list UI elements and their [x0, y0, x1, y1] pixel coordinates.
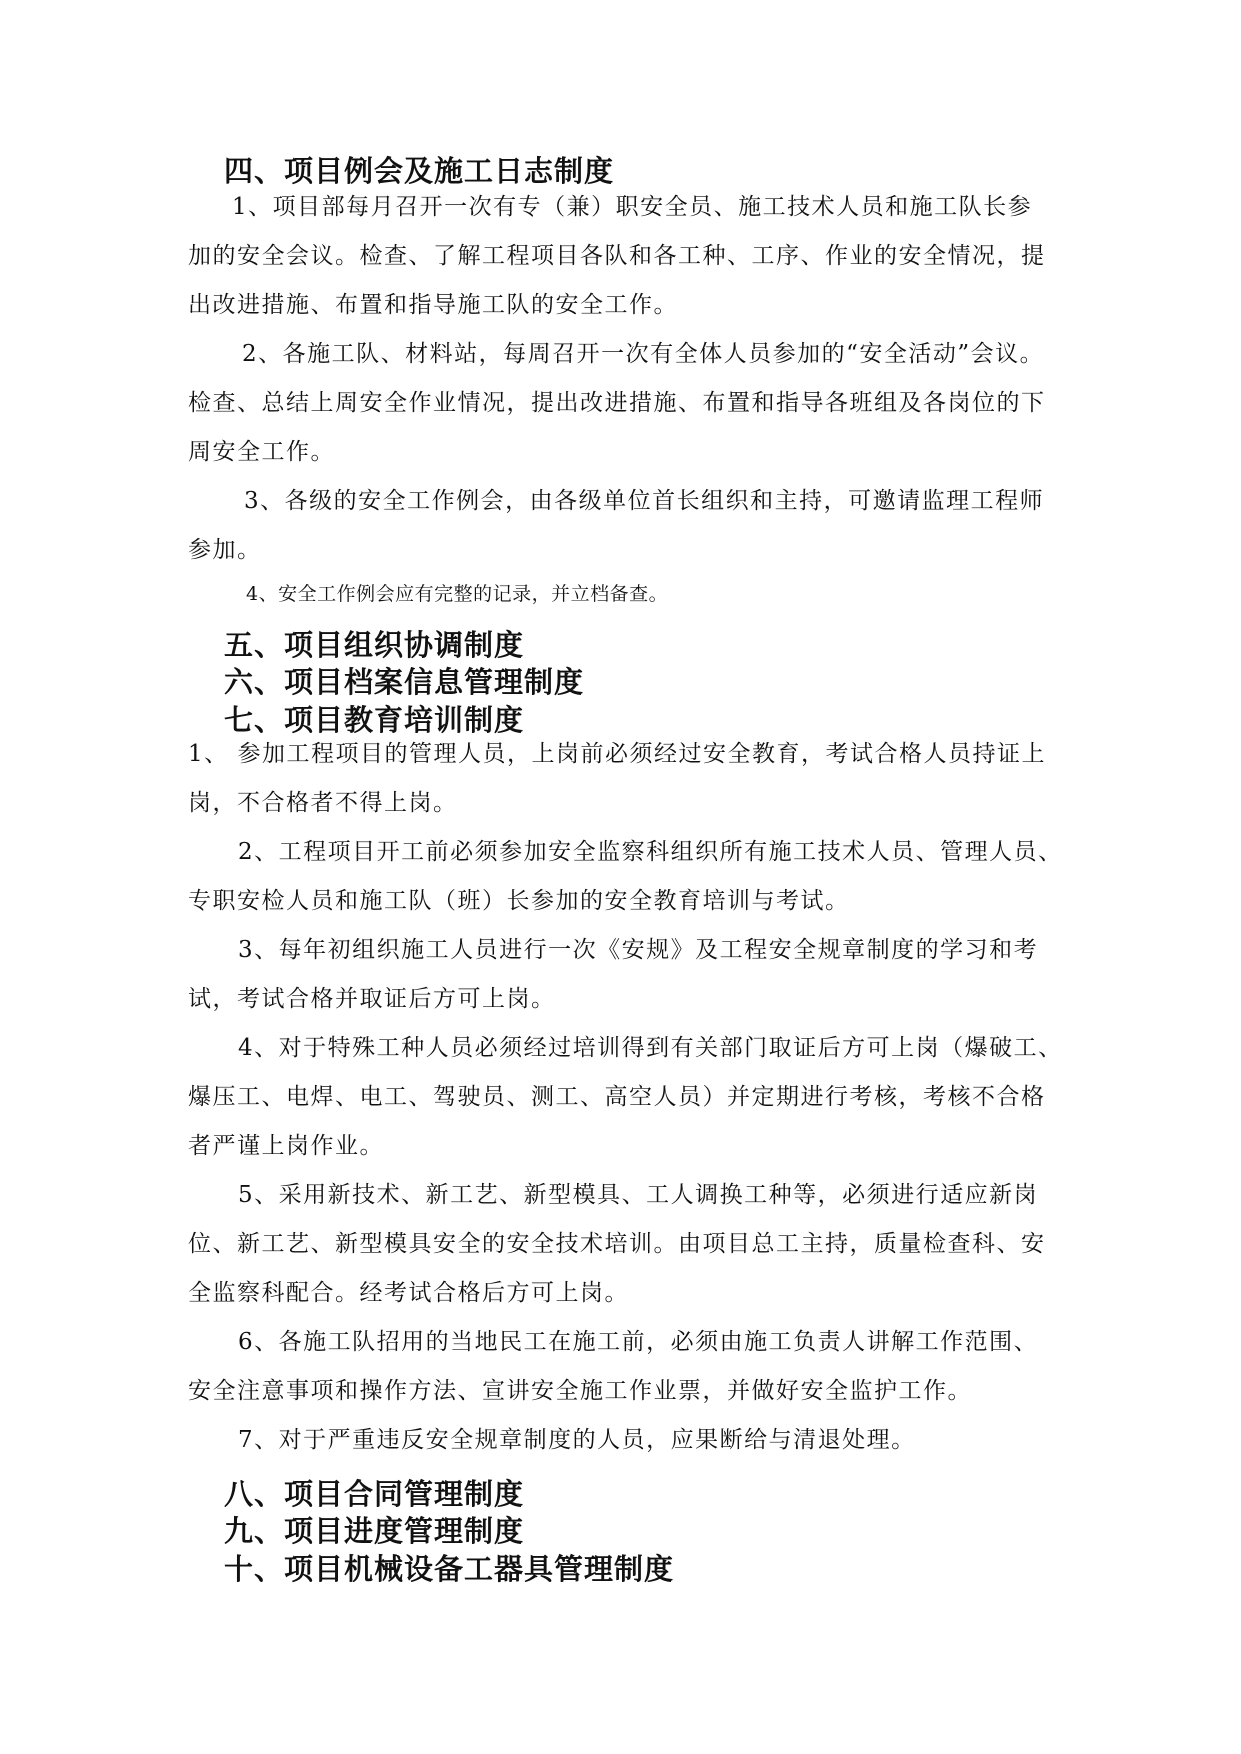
s7-item-5 — [188, 1171, 1068, 1318]
s4-item-3-line-2: 参加。 — [188, 537, 262, 563]
s7-item-1-line-2: 岗，不合格者不得上岗。 — [188, 790, 458, 816]
s7-item-3-line-1: 3、每年初组织施工人员进行一次《安规》及工程安全规章制度的学习和考 — [238, 937, 1039, 963]
s7-item-1 — [188, 730, 1068, 828]
s7-item-1-line-1: 1、 参加工程项目的管理人员，上岗前必须经过安全教育，考试合格人员持证上 — [188, 741, 1046, 767]
s7-item-6 — [188, 1318, 1068, 1416]
s7-item-2-line-1: 2、工程项目开工前必须参加安全监察科组织所有施工技术人员、管理人员、 — [238, 839, 1063, 865]
s7-item-5-line-2: 位、新工艺、新型模具安全的安全技术培训。由项目总工主持，质量检查科、安 — [188, 1231, 1046, 1257]
section-8-heading: 八、项目合同管理制度 — [224, 1477, 525, 1511]
section-4-heading: 四、项目例会及施工日志制度 — [224, 154, 615, 188]
s4-item-1 — [188, 183, 1068, 330]
section-5-heading: 五、项目组织协调制度 — [224, 628, 525, 662]
s7-item-6-line-2: 安全注意事项和操作方法、宣讲安全施工作业票，并做好安全监护工作。 — [188, 1378, 972, 1404]
s7-item-6-line-1: 6、各施工队招用的当地民工在施工前，必须由施工负责人讲解工作范围、 — [238, 1329, 1039, 1355]
s7-item-7-line-1: 7、对于严重违反安全规章制度的人员，应果断给与清退处理。 — [238, 1427, 916, 1453]
s7-item-4-line-3: 者严谨上岗作业。 — [188, 1133, 384, 1159]
s7-item-7 — [188, 1416, 1068, 1465]
s4-item-3 — [188, 477, 1068, 575]
s4-item-4: 4、安全工作例会应有完整的记录，并立档备查。 — [246, 583, 669, 605]
s7-item-4-line-1: 4、对于特殊工种人员必须经过培训得到有关部门取证后方可上岗（爆破工、 — [238, 1035, 1063, 1061]
s7-item-5-line-1: 5、采用新技术、新工艺、新型模具、工人调换工种等，必须进行适应新岗 — [238, 1182, 1039, 1208]
s4-item-1-line-3: 出改进措施、布置和指导施工队的安全工作。 — [188, 292, 678, 318]
s4-item-2-line-1: 2、各施工队、材料站，每周召开一次有全体人员参加的“安全活动”会议。 — [242, 341, 1045, 367]
s4-item-2 — [188, 330, 1068, 477]
s4-item-2-line-3: 周安全工作。 — [188, 439, 335, 465]
s7-item-2 — [188, 828, 1068, 926]
s7-item-4-line-2: 爆压工、电焊、电工、驾驶员、测工、高空人员）并定期进行考核，考核不合格 — [188, 1084, 1046, 1110]
s7-item-3 — [188, 926, 1068, 1024]
s4-item-3-line-1: 3、各级的安全工作例会，由各级单位首长组织和主持，可邀请监理工程师 — [244, 488, 1045, 514]
s7-item-4 — [188, 1024, 1068, 1171]
s4-item-2-line-2: 检查、总结上周安全作业情况，提出改进措施、布置和指导各班组及各岗位的下 — [188, 390, 1046, 416]
section-10-heading: 十、项目机械设备工器具管理制度 — [224, 1552, 675, 1586]
s7-item-3-line-2: 试，考试合格并取证后方可上岗。 — [188, 986, 556, 1012]
section-7-heading: 七、项目教育培训制度 — [224, 703, 525, 737]
section-6-heading: 六、项目档案信息管理制度 — [224, 665, 585, 699]
s7-item-2-line-2: 专职安检人员和施工队（班）长参加的安全教育培训与考试。 — [188, 888, 850, 914]
section-9-heading: 九、项目进度管理制度 — [224, 1514, 525, 1548]
s4-item-1-line-2: 加的安全会议。检查、了解工程项目各队和各工种、工序、作业的安全情况，提 — [188, 243, 1046, 269]
s4-item-1-line-1: 1、项目部每月召开一次有专（兼）职安全员、施工技术人员和施工队长参 — [232, 194, 1033, 220]
s7-item-5-line-3: 全监察科配合。经考试合格后方可上岗。 — [188, 1280, 629, 1306]
